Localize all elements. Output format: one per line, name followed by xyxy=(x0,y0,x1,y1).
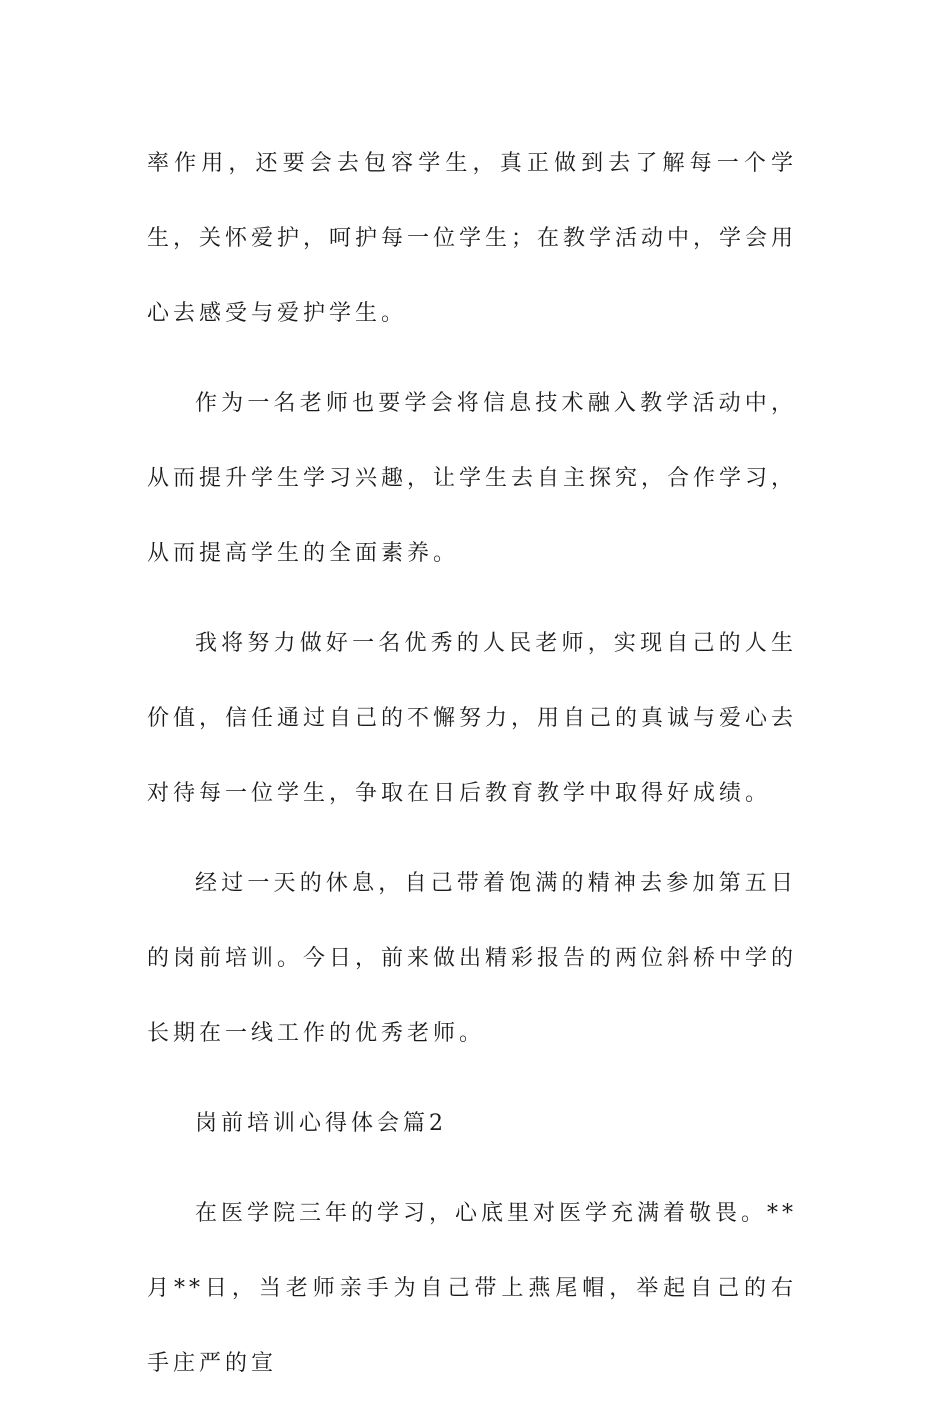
section-heading: 岗前培训心得体会篇2 xyxy=(195,1111,447,1136)
document-body xyxy=(147,126,797,1416)
paragraph-2: 作为一名老师也要学会将信息技术融入教学活动中，从而提升学生学习兴趣，让学生去自主探究，合作学习，从而提高学生的全面素养。 xyxy=(147,391,798,566)
paragraph-1: 率作用，还要会去包容学生，真正做到去了解每一个学生，关怀爱护，呵护每一位学生；在教学活动中，学会用心去感受与爱护学生。 xyxy=(147,151,798,326)
paragraph-4: 经过一天的休息，自己带着饱满的精神去参加第五日的岗前培训。今日，前来做出精彩报告的两位斜桥中学的长期在一线工作的优秀老师。 xyxy=(147,871,798,1046)
paragraph-5: 在医学院三年的学习，心底里对医学充满着敬畏。**月**日，当老师亲手为自己带上燕尾帽，举起自己的右手庄严的宣 xyxy=(147,1201,798,1376)
paragraph-3: 我将努力做好一名优秀的人民老师，实现自己的人生价值，信任通过自己的不懈努力，用自己的真诚与爱心去对待每一位学生，争取在日后教育教学中取得好成绩。 xyxy=(147,631,798,806)
